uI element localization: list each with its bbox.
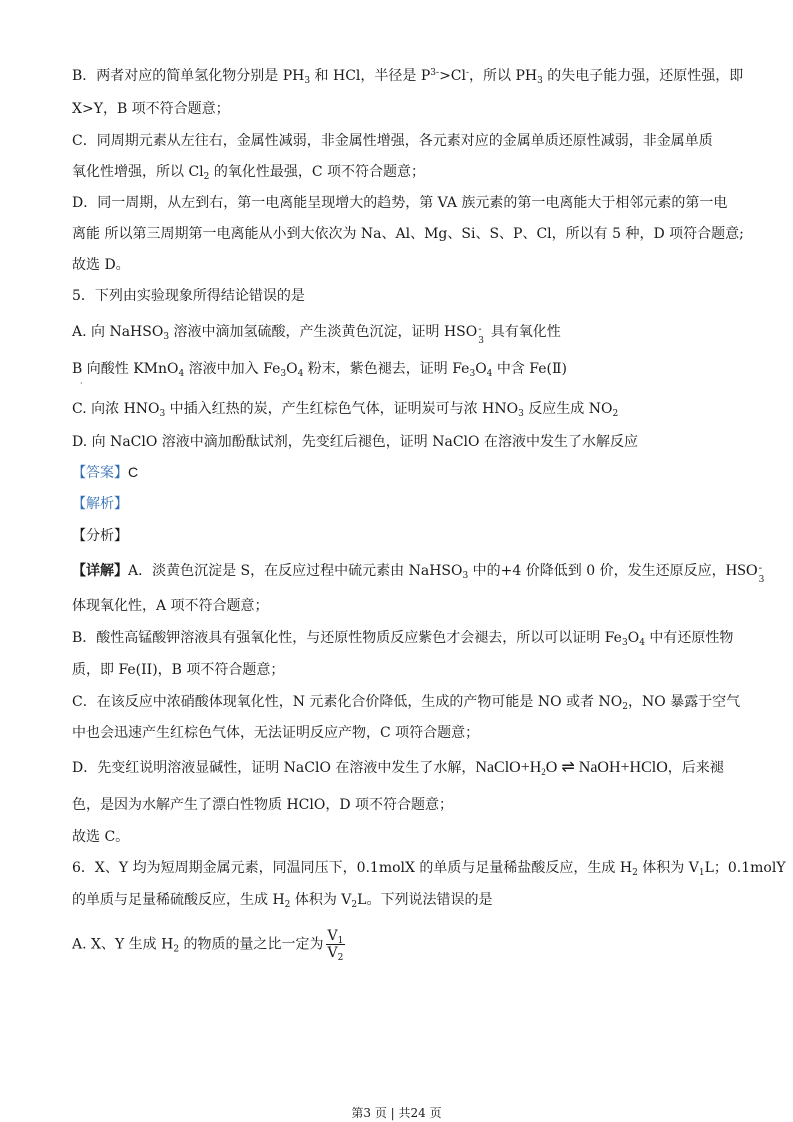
stray-dot: · bbox=[80, 379, 83, 388]
text-segment: 中含 Fe(Ⅱ) bbox=[492, 361, 567, 377]
text-segment: 中插入红热的炭，产生红棕色气体，证明炭可与浓 HNO bbox=[165, 401, 519, 417]
text-segment: 的氧化性最强，C 项不符合题意； bbox=[209, 164, 425, 180]
text-segment: 中的+4 价降低到 0 价，发生还原反应， bbox=[468, 563, 726, 579]
text-segment: L。下列说法错误的是 bbox=[357, 892, 493, 908]
subscript: 3 bbox=[518, 409, 524, 419]
question-6-option-a bbox=[72, 928, 722, 961]
subscript: 3 bbox=[621, 638, 628, 648]
detail-tag: 【详解】 bbox=[72, 563, 128, 579]
text-segment: B．两者对应的简单氢化物分别是 PH bbox=[72, 68, 305, 84]
page-footer: 第3 页 | 共24 页 bbox=[351, 1106, 442, 1120]
text-line: 离能 所以第三周期第一电离能从小到大依次为 Na、Al、Mg、Si、S、P、Cl，所以有 5 种，D 项符合题意; bbox=[72, 226, 744, 242]
text-segment: 6．X、Y 均为短周期金属元素，同温同压下，0.1molX 的单质与足量稀盐酸反应，生成 H bbox=[72, 860, 633, 876]
text-segment: HSO bbox=[725, 562, 758, 579]
text-segment: C．在该反应中浓硝酸体现氧化性，N 元素化合价降低，生成的产物可能是 NO 或者 NO bbox=[72, 694, 623, 710]
ion-notation bbox=[477, 323, 486, 346]
text-segment: 体积为 V bbox=[637, 860, 699, 876]
subscript: 1 bbox=[337, 936, 344, 946]
text-segment: 体积为 V bbox=[290, 892, 352, 908]
text-segment: V bbox=[327, 945, 338, 961]
detail-c bbox=[72, 693, 741, 712]
text-segment: 和 HCl，半径是 P bbox=[310, 68, 431, 84]
option-b bbox=[72, 360, 722, 378]
text-line: 质，即 Fe(II)，B 项不符合题意； bbox=[72, 662, 285, 678]
subscript: 4 bbox=[639, 638, 645, 648]
text-line: X>Y，B 项不符合题意； bbox=[72, 101, 230, 117]
answer-value: C bbox=[128, 464, 139, 480]
answer-tag: 【答案】 bbox=[72, 465, 128, 481]
subscript: 2 bbox=[173, 944, 180, 955]
text-segment: A. X、Y 生成 H bbox=[72, 936, 174, 953]
subscript: 2 bbox=[622, 702, 628, 712]
analysis-label: 【解析】 bbox=[72, 496, 128, 512]
text-line bbox=[72, 67, 744, 86]
text-line: 中也会迅速产生红棕色气体，无法证明反应产物，C 项符合题意； bbox=[72, 725, 480, 741]
text-segment: 反应生成 NO bbox=[523, 401, 613, 417]
text-segment: C. 向浓 HNO bbox=[72, 401, 160, 417]
text-segment: D．先变红说明溶液显碱性，证明 NaClO 在溶液中发生了水解， bbox=[72, 760, 476, 776]
text-segment: NaClO+H bbox=[475, 759, 542, 776]
breakdown-tag: 【分析】 bbox=[72, 528, 128, 544]
subscript: 3 bbox=[537, 76, 543, 86]
question-5-stem: 5．下列由实验现象所得结论错误的是 bbox=[72, 288, 305, 304]
subscript: 2 bbox=[541, 767, 546, 777]
subscript: 2 bbox=[203, 172, 210, 182]
text-segment: 的物质的量之比一定为 bbox=[179, 936, 324, 953]
subscript: 3 bbox=[478, 336, 484, 346]
text-segment: ，后来褪 bbox=[667, 760, 724, 776]
superscript: - bbox=[465, 68, 470, 78]
subscript: 3 bbox=[758, 575, 765, 585]
subscript: 2 bbox=[337, 953, 344, 963]
text-segment: ，所以 PH bbox=[469, 68, 538, 84]
hydrolysis-equation bbox=[475, 759, 667, 776]
detail-d bbox=[72, 759, 722, 777]
text-segment: 粉末，紫色褪去，证明 Fe bbox=[303, 361, 470, 377]
subscript: 2 bbox=[351, 900, 358, 910]
subscript: 3 bbox=[280, 369, 287, 379]
subscript: 3 bbox=[462, 571, 469, 581]
text-segment: 具有氧化性 bbox=[486, 324, 561, 340]
option-c bbox=[72, 400, 722, 418]
text-segment: O ⇌ NaOH+HClO bbox=[545, 759, 668, 776]
text-segment: 的失电子能力强，还原性强，即 bbox=[542, 68, 744, 84]
text-segment: O bbox=[627, 630, 640, 646]
analysis-tag bbox=[72, 495, 722, 513]
text-line: 故选 D。 bbox=[72, 257, 130, 273]
text-line bbox=[72, 163, 722, 181]
fraction-numerator bbox=[326, 928, 346, 945]
superscript: - bbox=[758, 563, 762, 574]
subscript: 2 bbox=[612, 409, 619, 419]
answer-line bbox=[72, 463, 722, 482]
text-segment: 的单质与足量稀硫酸反应，生成 H bbox=[72, 892, 285, 908]
text-segment: >Cl bbox=[439, 68, 466, 84]
subscript: 3 bbox=[163, 332, 170, 342]
subscript: 4 bbox=[178, 369, 185, 379]
text-segment: B 向酸性 KMnO bbox=[72, 361, 179, 377]
superscript: - bbox=[478, 324, 482, 335]
text-line: 体现氧化性，A 项不符合题意； bbox=[72, 598, 269, 614]
superscript: 3- bbox=[430, 68, 440, 78]
text-segment: 溶液中滴加氢硫酸，产生淡黄色沉淀，证明 HSO bbox=[169, 324, 478, 340]
text-segment: 中有还原性物 bbox=[644, 630, 734, 646]
detail-b bbox=[72, 629, 734, 648]
text-line bbox=[72, 891, 722, 909]
text-line: C．同周期元素从左往右，金属性减弱，非金属性增强，各元素对应的金属单质还原性减弱，非金属单质 bbox=[72, 133, 713, 149]
subscript: 3 bbox=[469, 369, 476, 379]
ion-notation bbox=[758, 562, 767, 585]
text-segment: 氧化性增强，所以 Cl bbox=[72, 164, 204, 180]
subscript: 2 bbox=[284, 900, 291, 910]
text-segment: L；0.1molY bbox=[704, 860, 786, 876]
question-6-stem bbox=[72, 859, 786, 878]
text-segment: O bbox=[475, 361, 487, 377]
text-segment: A. 向 NaHSO bbox=[72, 324, 164, 340]
text-segment: A．淡黄色沉淀是 S，在反应过程中硫元素由 NaHSO bbox=[128, 563, 463, 579]
option-d: D. 向 NaClO 溶液中滴加酚酞试剂，先变红后褪色，证明 NaClO 在溶液中发生了水解反应 bbox=[72, 434, 638, 450]
text-segment: ，NO 暴露于空气 bbox=[627, 694, 741, 710]
text-line: 故选 C。 bbox=[72, 829, 130, 845]
text-segment: V bbox=[327, 928, 338, 944]
option-a bbox=[72, 323, 722, 346]
subscript: 3 bbox=[159, 409, 166, 419]
subscript: 2 bbox=[632, 868, 638, 878]
subscript: 4 bbox=[486, 369, 493, 379]
text-segment: O bbox=[286, 361, 298, 377]
text-segment: 溶液中加入 Fe bbox=[184, 361, 281, 377]
text-segment: B．酸性高锰酸钾溶液具有强氧化性，与还原性物质反应紫色才会褪去，所以可以证明 Fe bbox=[72, 630, 622, 646]
ratio-fraction bbox=[326, 928, 346, 961]
detail-a bbox=[72, 562, 765, 585]
subscript: 3 bbox=[304, 76, 311, 86]
subscript: 1 bbox=[698, 868, 705, 878]
text-line: 色，是因为水解产生了漂白性物质 HClO，D 项不符合题意； bbox=[72, 797, 453, 813]
subscript: 4 bbox=[297, 369, 304, 379]
text-line: D．同一周期，从左到右，第一电离能呈现增大的趋势，第 VA 族元素的第一电离能大于相邻元素的第一电 bbox=[72, 195, 728, 211]
fraction-denominator bbox=[326, 945, 346, 961]
